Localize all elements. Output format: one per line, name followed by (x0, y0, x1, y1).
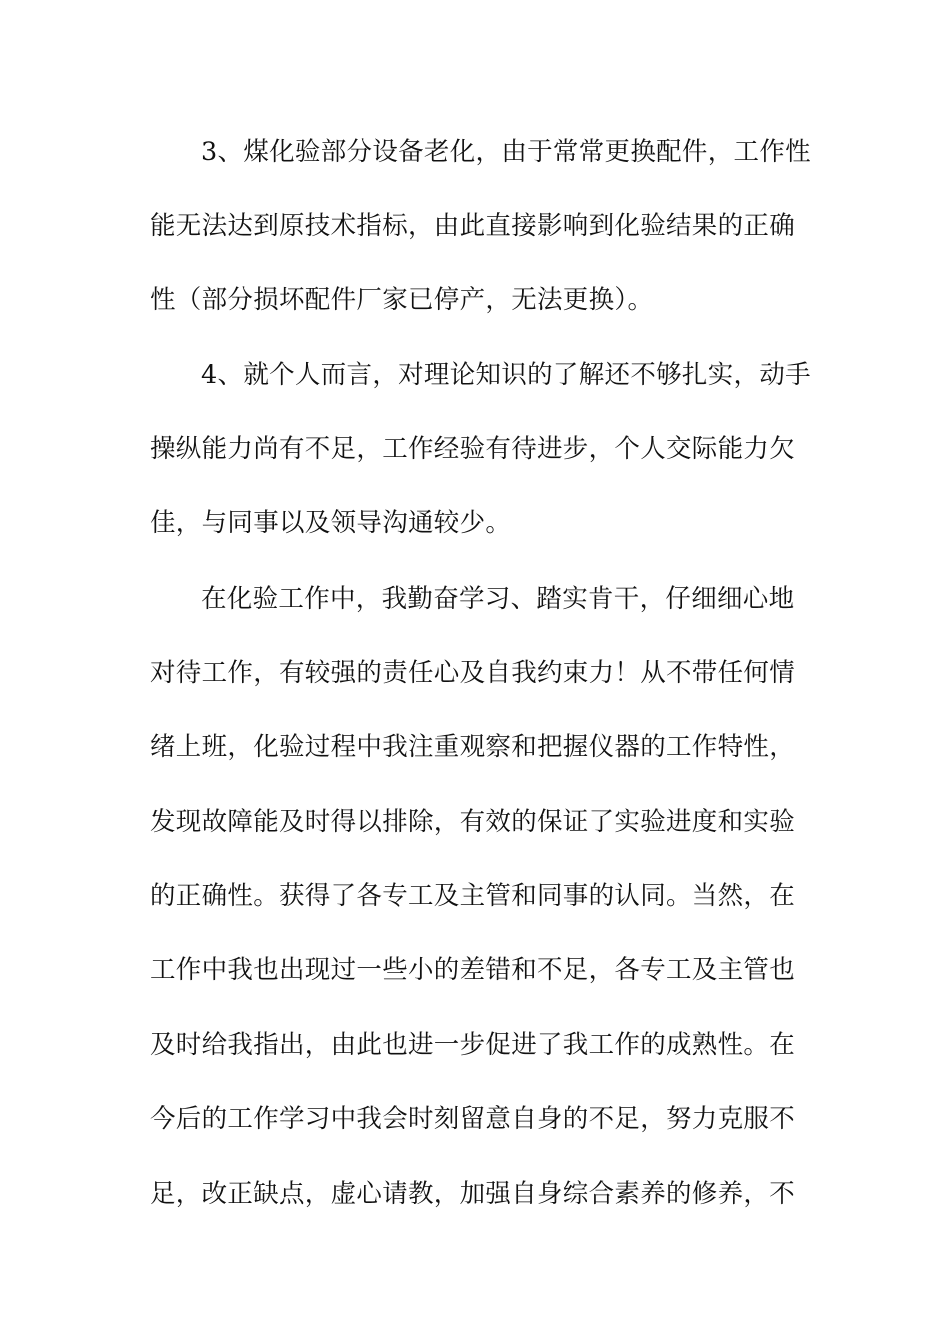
paragraph-3-line-2: 能无法达到原技术指标，由此直接影响到化验结果的正确 (150, 211, 796, 241)
paragraph-4-line-3: 佳，与同事以及领导沟通较少。 (150, 508, 512, 538)
paragraph-5-line-5: 的正确性。获得了各专工及主管和同事的认同。当然，在 (150, 881, 796, 911)
paragraph-5-line-8: 今后的工作学习中我会时刻留意自身的不足，努力克服不 (150, 1104, 796, 1134)
paragraph-5-line-7: 及时给我指出，由此也进一步促进了我工作的成熟性。在 (150, 1030, 796, 1060)
paragraph-5-line-6: 工作中我也出现过一些小的差错和不足，各专工及主管也 (150, 955, 796, 985)
paragraph-4-line-2: 操纵能力尚有不足，工作经验有待进步，个人交际能力欠 (150, 434, 796, 464)
paragraph-3-line-1: 3、煤化验部分设备老化，由于常常更换配件，工作性 (201, 137, 811, 167)
paragraph-3-line-3: 性（部分损坏配件厂家已停产，无法更换）。 (150, 285, 654, 315)
paragraph-5-line-4: 发现故障能及时得以排除，有效的保证了实验进度和实验 (150, 807, 796, 837)
paragraph-5-line-1: 在化验工作中，我勤奋学习、踏实肯干，仔细细心地 (201, 584, 795, 614)
paragraph-5-line-2: 对待工作，有较强的责任心及自我约束力！从不带任何情 (150, 658, 796, 688)
paragraph-5-line-3: 绪上班，化验过程中我注重观察和把握仪器的工作特性， (150, 732, 796, 762)
paragraph-4-line-1: 4、就个人而言，对理论知识的了解还不够扎实，动手 (201, 360, 811, 390)
paragraph-5-line-9: 足，改正缺点，虚心请教，加强自身综合素养的修养，不 (150, 1179, 796, 1209)
